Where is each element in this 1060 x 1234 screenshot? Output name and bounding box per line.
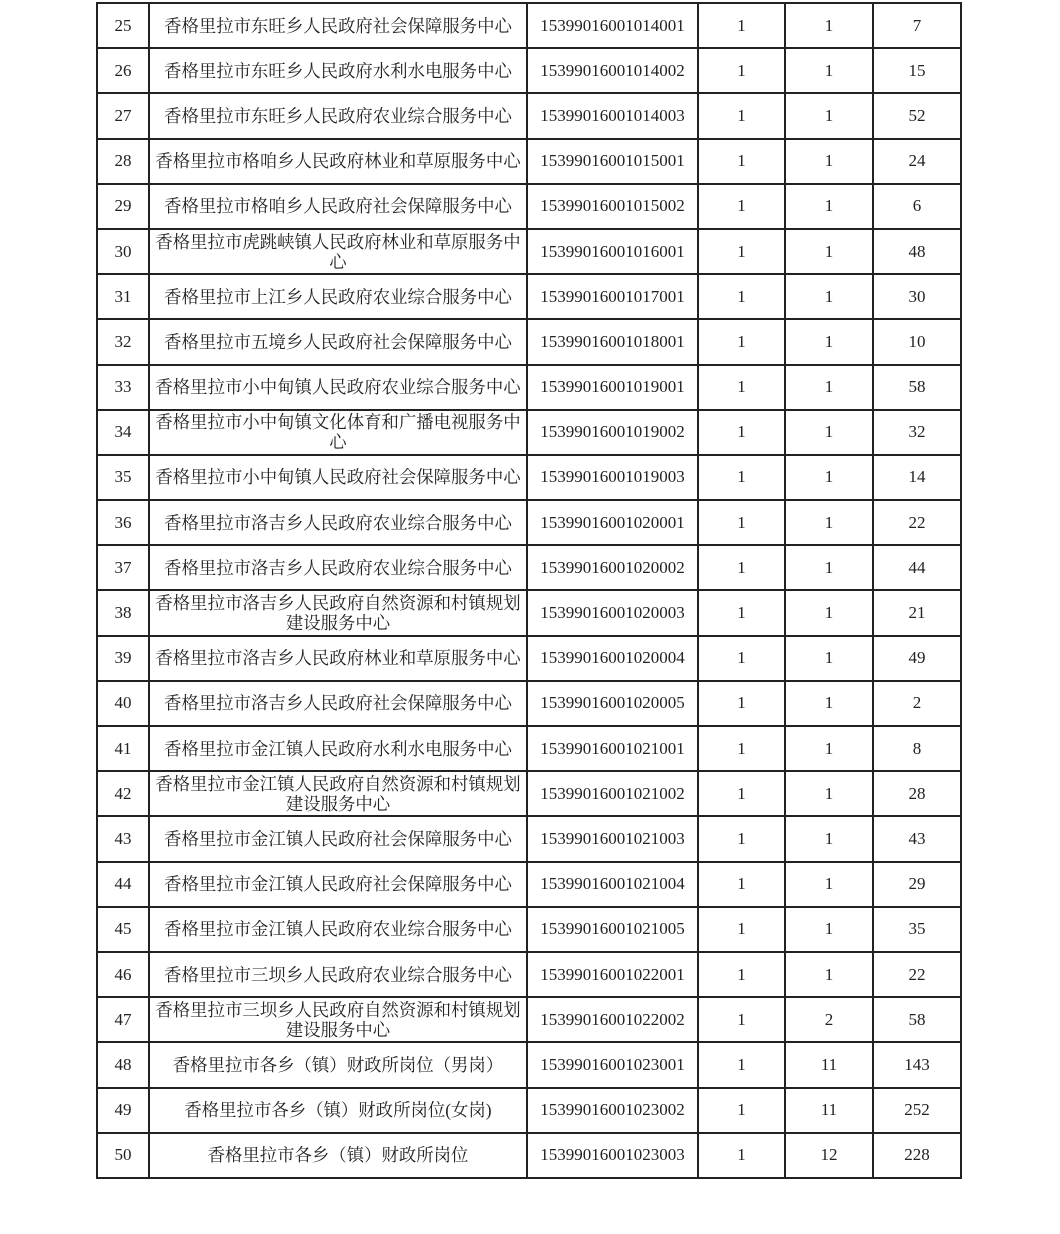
applicant-count-cell: 44 — [873, 545, 961, 590]
applicant-count-cell: 10 — [873, 319, 961, 364]
position-count-cell: 1 — [698, 1133, 785, 1178]
positions-table — [96, 2, 962, 1179]
table-row — [97, 93, 961, 138]
unit-name-cell: 香格里拉市三坝乡人民政府农业综合服务中心 — [149, 952, 527, 997]
row-number-cell: 41 — [97, 726, 149, 771]
hire-count-cell: 1 — [785, 48, 873, 93]
table-row — [97, 907, 961, 952]
hire-count-cell: 1 — [785, 184, 873, 229]
applicant-count-cell: 143 — [873, 1042, 961, 1087]
position-count-cell: 1 — [698, 455, 785, 500]
unit-name-cell: 香格里拉市金江镇人民政府水利水电服务中心 — [149, 726, 527, 771]
hire-count-cell: 1 — [785, 229, 873, 274]
table-row — [97, 500, 961, 545]
hire-count-cell: 1 — [785, 455, 873, 500]
table-row — [97, 139, 961, 184]
row-number-cell: 43 — [97, 816, 149, 861]
table-row — [97, 1042, 961, 1087]
row-number-cell: 39 — [97, 636, 149, 681]
position-code-cell: 15399016001022001 — [527, 952, 698, 997]
applicant-count-cell: 228 — [873, 1133, 961, 1178]
applicant-count-cell: 58 — [873, 997, 961, 1042]
position-count-cell: 1 — [698, 907, 785, 952]
row-number-cell: 38 — [97, 590, 149, 635]
row-number-cell: 26 — [97, 48, 149, 93]
table-row — [97, 952, 961, 997]
applicant-count-cell: 32 — [873, 410, 961, 455]
hire-count-cell: 1 — [785, 681, 873, 726]
unit-name-cell: 香格里拉市五境乡人民政府社会保障服务中心 — [149, 319, 527, 364]
row-number-cell: 25 — [97, 3, 149, 48]
position-count-cell: 1 — [698, 726, 785, 771]
applicant-count-cell: 14 — [873, 455, 961, 500]
unit-name-cell: 香格里拉市格咱乡人民政府社会保障服务中心 — [149, 184, 527, 229]
hire-count-cell: 2 — [785, 997, 873, 1042]
row-number-cell: 31 — [97, 274, 149, 319]
table-row — [97, 410, 961, 455]
hire-count-cell: 1 — [785, 907, 873, 952]
table-row — [97, 184, 961, 229]
position-code-cell: 15399016001023002 — [527, 1088, 698, 1133]
row-number-cell: 28 — [97, 139, 149, 184]
table-row — [97, 1133, 961, 1178]
hire-count-cell: 1 — [785, 365, 873, 410]
position-count-cell: 1 — [698, 3, 785, 48]
position-code-cell: 15399016001020004 — [527, 636, 698, 681]
position-count-cell: 1 — [698, 319, 785, 364]
unit-name-cell: 香格里拉市各乡（镇）财政所岗位（男岗） — [149, 1042, 527, 1087]
positions-table-body — [97, 3, 961, 1178]
applicant-count-cell: 49 — [873, 636, 961, 681]
unit-name-cell: 香格里拉市小中甸镇人民政府社会保障服务中心 — [149, 455, 527, 500]
applicant-count-cell: 58 — [873, 365, 961, 410]
table-row — [97, 319, 961, 364]
row-number-cell: 48 — [97, 1042, 149, 1087]
table-row — [97, 229, 961, 274]
applicant-count-cell: 35 — [873, 907, 961, 952]
applicant-count-cell: 8 — [873, 726, 961, 771]
position-count-cell: 1 — [698, 545, 785, 590]
hire-count-cell: 1 — [785, 816, 873, 861]
position-count-cell: 1 — [698, 997, 785, 1042]
unit-name-cell: 香格里拉市金江镇人民政府社会保障服务中心 — [149, 862, 527, 907]
position-count-cell: 1 — [698, 771, 785, 816]
position-code-cell: 15399016001020002 — [527, 545, 698, 590]
unit-name-cell: 香格里拉市小中甸镇文化体育和广播电视服务中心 — [149, 410, 527, 455]
position-code-cell: 15399016001021004 — [527, 862, 698, 907]
hire-count-cell: 12 — [785, 1133, 873, 1178]
unit-name-cell: 香格里拉市金江镇人民政府自然资源和村镇规划建设服务中心 — [149, 771, 527, 816]
unit-name-cell: 香格里拉市东旺乡人民政府社会保障服务中心 — [149, 3, 527, 48]
unit-name-cell: 香格里拉市金江镇人民政府社会保障服务中心 — [149, 816, 527, 861]
position-code-cell: 15399016001021002 — [527, 771, 698, 816]
row-number-cell: 36 — [97, 500, 149, 545]
unit-name-cell: 香格里拉市洛吉乡人民政府农业综合服务中心 — [149, 545, 527, 590]
position-count-cell: 1 — [698, 184, 785, 229]
position-count-cell: 1 — [698, 816, 785, 861]
row-number-cell: 32 — [97, 319, 149, 364]
applicant-count-cell: 22 — [873, 500, 961, 545]
applicant-count-cell: 43 — [873, 816, 961, 861]
applicant-count-cell: 48 — [873, 229, 961, 274]
position-count-cell: 1 — [698, 590, 785, 635]
table-row — [97, 590, 961, 635]
position-code-cell: 15399016001020003 — [527, 590, 698, 635]
unit-name-cell: 香格里拉市洛吉乡人民政府林业和草原服务中心 — [149, 636, 527, 681]
table-row — [97, 3, 961, 48]
hire-count-cell: 11 — [785, 1088, 873, 1133]
position-code-cell: 15399016001016001 — [527, 229, 698, 274]
applicant-count-cell: 30 — [873, 274, 961, 319]
position-code-cell: 15399016001019001 — [527, 365, 698, 410]
position-code-cell: 15399016001015001 — [527, 139, 698, 184]
applicant-count-cell: 2 — [873, 681, 961, 726]
position-code-cell: 15399016001014001 — [527, 3, 698, 48]
table-row — [97, 771, 961, 816]
row-number-cell: 35 — [97, 455, 149, 500]
unit-name-cell: 香格里拉市洛吉乡人民政府社会保障服务中心 — [149, 681, 527, 726]
row-number-cell: 30 — [97, 229, 149, 274]
row-number-cell: 34 — [97, 410, 149, 455]
table-row — [97, 455, 961, 500]
table-row — [97, 726, 961, 771]
row-number-cell: 50 — [97, 1133, 149, 1178]
unit-name-cell: 香格里拉市格咱乡人民政府林业和草原服务中心 — [149, 139, 527, 184]
hire-count-cell: 1 — [785, 771, 873, 816]
position-code-cell: 15399016001015002 — [527, 184, 698, 229]
hire-count-cell: 1 — [785, 139, 873, 184]
position-count-cell: 1 — [698, 48, 785, 93]
applicant-count-cell: 15 — [873, 48, 961, 93]
position-count-cell: 1 — [698, 365, 785, 410]
hire-count-cell: 1 — [785, 410, 873, 455]
position-count-cell: 1 — [698, 1088, 785, 1133]
table-row — [97, 862, 961, 907]
position-count-cell: 1 — [698, 636, 785, 681]
position-count-cell: 1 — [698, 862, 785, 907]
table-row — [97, 274, 961, 319]
position-code-cell: 15399016001014002 — [527, 48, 698, 93]
unit-name-cell: 香格里拉市各乡（镇）财政所岗位 — [149, 1133, 527, 1178]
applicant-count-cell: 28 — [873, 771, 961, 816]
applicant-count-cell: 6 — [873, 184, 961, 229]
unit-name-cell: 香格里拉市上江乡人民政府农业综合服务中心 — [149, 274, 527, 319]
position-count-cell: 1 — [698, 1042, 785, 1087]
table-row — [97, 997, 961, 1042]
row-number-cell: 29 — [97, 184, 149, 229]
row-number-cell: 27 — [97, 93, 149, 138]
table-row — [97, 636, 961, 681]
position-code-cell: 15399016001017001 — [527, 274, 698, 319]
hire-count-cell: 1 — [785, 319, 873, 364]
table-row — [97, 545, 961, 590]
row-number-cell: 45 — [97, 907, 149, 952]
position-count-cell: 1 — [698, 229, 785, 274]
row-number-cell: 46 — [97, 952, 149, 997]
unit-name-cell: 香格里拉市金江镇人民政府农业综合服务中心 — [149, 907, 527, 952]
row-number-cell: 44 — [97, 862, 149, 907]
position-code-cell: 15399016001018001 — [527, 319, 698, 364]
unit-name-cell: 香格里拉市洛吉乡人民政府自然资源和村镇规划建设服务中心 — [149, 590, 527, 635]
hire-count-cell: 1 — [785, 590, 873, 635]
position-count-cell: 1 — [698, 93, 785, 138]
hire-count-cell: 1 — [785, 3, 873, 48]
hire-count-cell: 11 — [785, 1042, 873, 1087]
unit-name-cell: 香格里拉市三坝乡人民政府自然资源和村镇规划建设服务中心 — [149, 997, 527, 1042]
position-count-cell: 1 — [698, 139, 785, 184]
position-count-cell: 1 — [698, 274, 785, 319]
hire-count-cell: 1 — [785, 952, 873, 997]
row-number-cell: 47 — [97, 997, 149, 1042]
row-number-cell: 49 — [97, 1088, 149, 1133]
hire-count-cell: 1 — [785, 93, 873, 138]
applicant-count-cell: 22 — [873, 952, 961, 997]
table-row — [97, 48, 961, 93]
unit-name-cell: 香格里拉市洛吉乡人民政府农业综合服务中心 — [149, 500, 527, 545]
row-number-cell: 33 — [97, 365, 149, 410]
applicant-count-cell: 252 — [873, 1088, 961, 1133]
unit-name-cell: 香格里拉市东旺乡人民政府农业综合服务中心 — [149, 93, 527, 138]
position-code-cell: 15399016001019002 — [527, 410, 698, 455]
position-code-cell: 15399016001019003 — [527, 455, 698, 500]
position-count-cell: 1 — [698, 952, 785, 997]
hire-count-cell: 1 — [785, 545, 873, 590]
position-code-cell: 15399016001022002 — [527, 997, 698, 1042]
table-row — [97, 816, 961, 861]
row-number-cell: 37 — [97, 545, 149, 590]
position-code-cell: 15399016001020001 — [527, 500, 698, 545]
row-number-cell: 42 — [97, 771, 149, 816]
position-code-cell: 15399016001021001 — [527, 726, 698, 771]
applicant-count-cell: 7 — [873, 3, 961, 48]
unit-name-cell: 香格里拉市虎跳峡镇人民政府林业和草原服务中心 — [149, 229, 527, 274]
unit-name-cell: 香格里拉市东旺乡人民政府水利水电服务中心 — [149, 48, 527, 93]
table-row — [97, 1088, 961, 1133]
position-count-cell: 1 — [698, 410, 785, 455]
applicant-count-cell: 21 — [873, 590, 961, 635]
applicant-count-cell: 29 — [873, 862, 961, 907]
position-code-cell: 15399016001020005 — [527, 681, 698, 726]
position-code-cell: 15399016001021005 — [527, 907, 698, 952]
position-code-cell: 15399016001023001 — [527, 1042, 698, 1087]
hire-count-cell: 1 — [785, 862, 873, 907]
position-count-cell: 1 — [698, 500, 785, 545]
position-code-cell: 15399016001021003 — [527, 816, 698, 861]
table-row — [97, 365, 961, 410]
position-code-cell: 15399016001014003 — [527, 93, 698, 138]
unit-name-cell: 香格里拉市各乡（镇）财政所岗位(女岗) — [149, 1088, 527, 1133]
hire-count-cell: 1 — [785, 726, 873, 771]
hire-count-cell: 1 — [785, 274, 873, 319]
applicant-count-cell: 52 — [873, 93, 961, 138]
position-code-cell: 15399016001023003 — [527, 1133, 698, 1178]
hire-count-cell: 1 — [785, 636, 873, 681]
hire-count-cell: 1 — [785, 500, 873, 545]
position-count-cell: 1 — [698, 681, 785, 726]
applicant-count-cell: 24 — [873, 139, 961, 184]
row-number-cell: 40 — [97, 681, 149, 726]
table-row — [97, 681, 961, 726]
unit-name-cell: 香格里拉市小中甸镇人民政府农业综合服务中心 — [149, 365, 527, 410]
